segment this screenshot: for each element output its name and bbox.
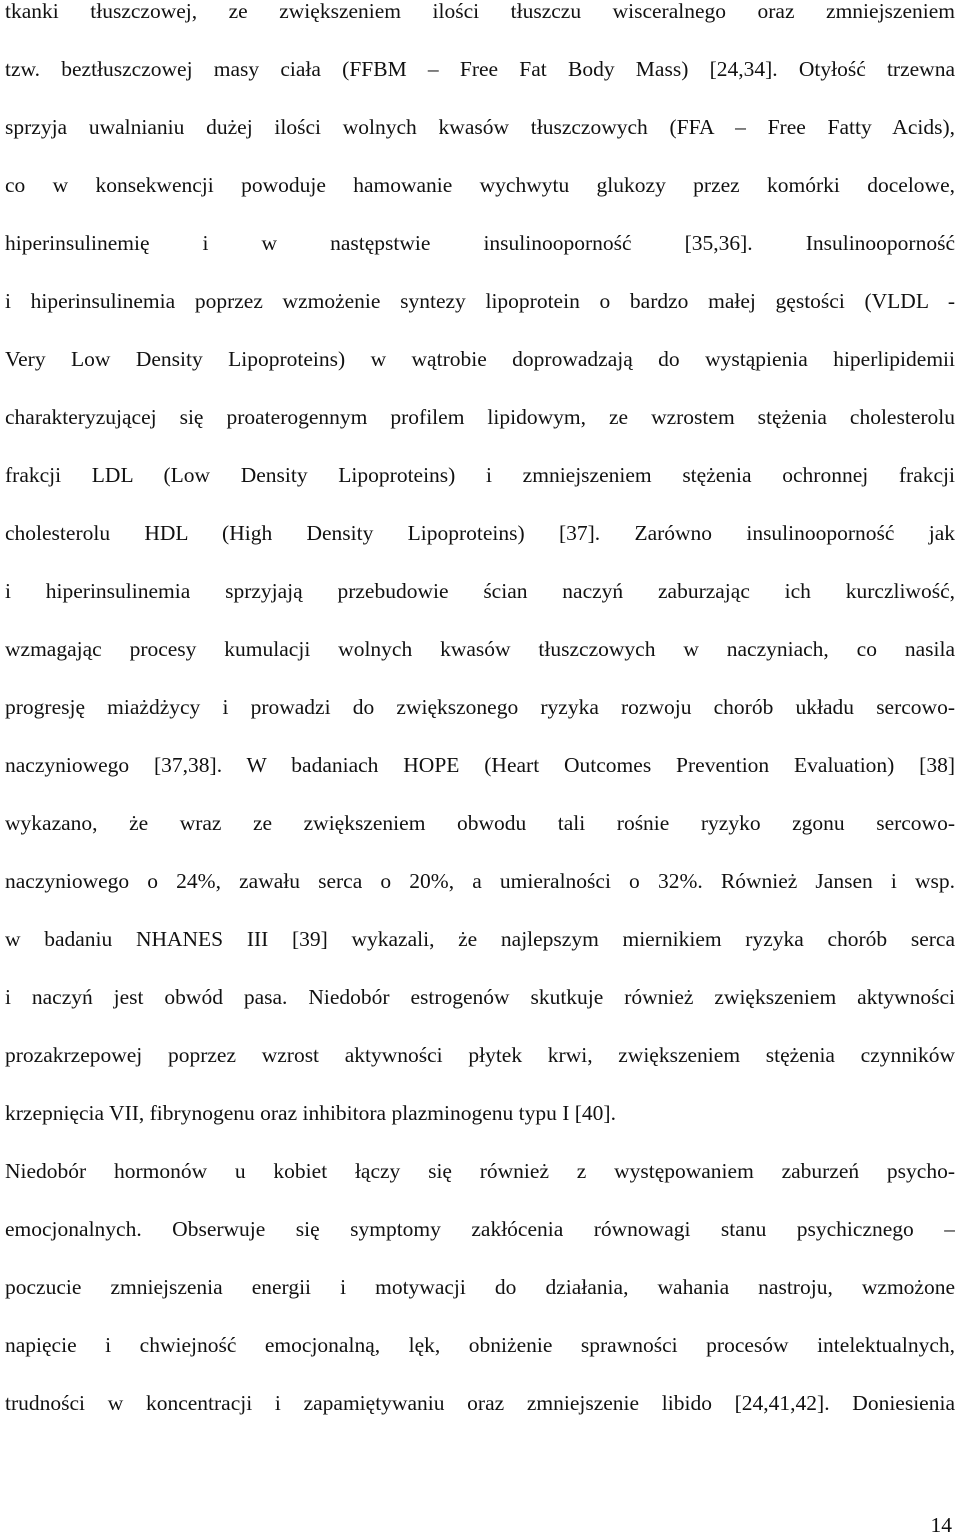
text-line: frakcji LDL (Low Density Lipoproteins) i zmniejszeniem stężenia ochronnej frakcji — [5, 463, 955, 487]
page-number: 14 — [930, 1513, 952, 1537]
text-line: cholesterolu HDL (High Density Lipoproteins) [37]. Zarówno insulinooporność jak — [5, 521, 955, 545]
text-line: co w konsekwencji powoduje hamowanie wychwytu glukozy przez komórki docelowe, — [5, 173, 955, 197]
text-line: Niedobór hormonów u kobiet łączy się również z występowaniem zaburzeń psycho- — [5, 1159, 955, 1183]
text-line: prozakrzepowej poprzez wzrost aktywności płytek krwi, zwiększeniem stężenia czynników — [5, 1043, 955, 1067]
text-line: naczyniowego [37,38]. W badaniach HOPE (Heart Outcomes Prevention Evaluation) [38] — [5, 753, 955, 777]
text-line: sprzyja uwalnianiu dużej ilości wolnych kwasów tłuszczowych (FFA – Free Fatty Acids), — [5, 115, 955, 139]
text-line: tzw. beztłuszczowej masy ciała (FFBM – Free Fat Body Mass) [24,34]. Otyłość trzewna — [5, 57, 955, 81]
text-line: w badaniu NHANES III [39] wykazali, że najlepszym miernikiem ryzyka chorób serca — [5, 927, 955, 951]
text-line: napięcie i chwiejność emocjonalną, lęk, obniżenie sprawności procesów intelektualnych, — [5, 1333, 955, 1357]
text-line: naczyniowego o 24%, zawału serca o 20%, a umieralności o 32%. Również Jansen i wsp. — [5, 869, 955, 893]
text-line: poczucie zmniejszenia energii i motywacji do działania, wahania nastroju, wzmożone — [5, 1275, 955, 1299]
text-line: hiperinsulinemię i w następstwie insulinooporność [35,36]. Insulinooporność — [5, 231, 955, 255]
text-line: charakteryzującej się proaterogennym profilem lipidowym, ze wzrostem stężenia cholesterolu — [5, 405, 955, 429]
text-line: tkanki tłuszczowej, ze zwiększeniem ilości tłuszczu wisceralnego oraz zmniejszeniem — [5, 0, 955, 23]
text-line: i hiperinsulinemia sprzyjają przebudowie ścian naczyń zaburzając ich kurczliwość, — [5, 579, 955, 603]
text-line: emocjonalnych. Obserwuje się symptomy zakłócenia równowagi stanu psychicznego – — [5, 1217, 955, 1241]
text-line: krzepnięcia VII, fibrynogenu oraz inhibitora plazminogenu typu I [40]. — [5, 1101, 616, 1125]
text-line: i hiperinsulinemia poprzez wzmożenie syntezy lipoprotein o bardzo małej gęstości (VLDL - — [5, 289, 955, 313]
text-line: wykazano, że wraz ze zwiększeniem obwodu tali rośnie ryzyko zgonu sercowo- — [5, 811, 955, 835]
text-line: Very Low Density Lipoproteins) w wątrobie doprowadzają do wystąpienia hiperlipidemii — [5, 347, 955, 371]
text-line: wzmagając procesy kumulacji wolnych kwasów tłuszczowych w naczyniach, co nasila — [5, 637, 955, 661]
text-line: i naczyń jest obwód pasa. Niedobór estrogenów skutkuje również zwiększeniem aktywności — [5, 985, 955, 1009]
text-line: progresję miażdżycy i prowadzi do zwiększonego ryzyka rozwoju chorób układu sercowo- — [5, 695, 955, 719]
text-line: trudności w koncentracji i zapamiętywaniu oraz zmniejszenie libido [24,41,42]. Doniesienia — [5, 1391, 955, 1415]
